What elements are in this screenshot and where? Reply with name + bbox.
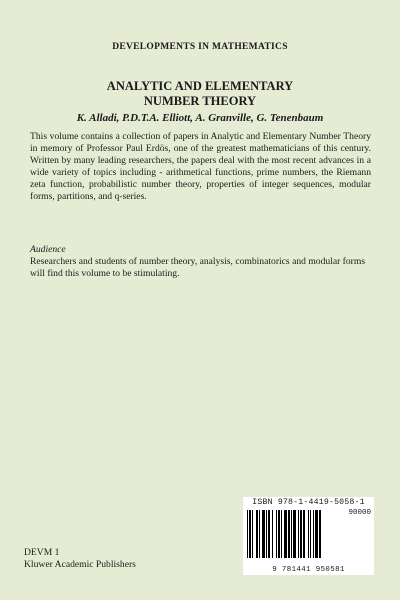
publisher: Kluwer Academic Publishers [24,559,136,570]
authors: K. Alladi, P.D.T.A. Elliott, A. Granville, G. Tenenbaum [76,112,324,124]
barcode [243,497,374,575]
series-number: DEVM 1 [24,547,60,558]
isbn-number: ISBN 978-1-4419-5058-1 [252,498,365,507]
imprint [24,547,136,571]
title-line-2: NUMBER THEORY [143,94,257,108]
series-name: DEVELOPMENTS IN MATHEMATICS [112,42,288,52]
title-line-1: ANALYTIC AND ELEMENTARY [106,79,294,93]
barcode-bars [247,510,339,558]
barcode-digits: 9 781441 950581 [272,566,345,574]
audience-heading: Audience [30,244,66,255]
audience-text: Researchers and students of number theory, analysis, combinatorics and modular forms will find this volume to be stimulating. [30,256,366,279]
barcode-price-code: 90000 [348,509,371,517]
description: This volume contains a collection of papers in Analytic and Elementary Number Theory in memory of Professor Paul Erdös, one of the greatest mathematicians of this century. Written by many leading researchers, the papers deal with the most recent advances in a wide variety of topics including - arithmetical functions, prime numbers, the Riemann zeta function, probabilistic number theory, properties of integer sequences, modular forms, partitions, and q-series. [30,131,371,202]
book-title [0,79,400,109]
